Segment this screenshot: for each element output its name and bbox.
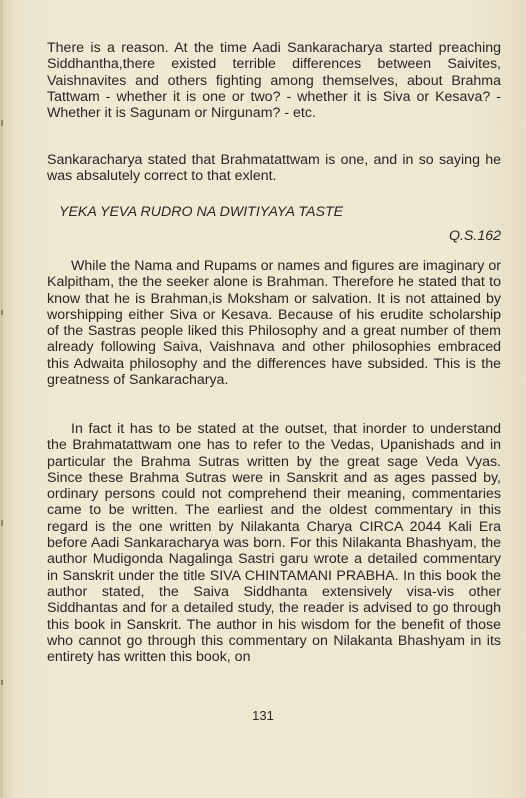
paragraph-text: In fact it has to be stated at the outset, that inorder to understand the Brahmatattwam one has to refer to the Vedas, Upanishads and in particular the Brahma Sutras written by the great sage Veda Vyas. Since these Brahma Sutras were in Sanskrit and as ages passed by, ordinary persons could not comprehend their meaning, commentaries came to be written. The earliest and the oldest commentary in this regard is the one written by Nilakanta Charya CIRCA 2044 Kali Era before Aadi Sankaracharya was born. For this Nilakanta Bhashyam, the author Mudigonda Nagalinga Sastri garu wrote a detailed commentary in Sanskrit under the title SIVA CHINTAMANI PRABHA. In this book the author stated, the Saiva Siddhanta extensively visa-vis other Siddhantas and for a detailed study, the reader is advised to go through this book in Sanskrit. The author in his wisdom for the benefit of those who cannot go through this commentary on Nilakanta Bhashyam in its entirety has written this book, on bbox=[47, 421, 501, 666]
sanskrit-quote bbox=[47, 204, 501, 245]
paragraph-text: Sankaracharya stated that Brahmatattwam is one, and in so saying he was absalutely correct to that exlent. bbox=[47, 152, 501, 185]
statement-paragraph bbox=[47, 152, 501, 185]
page-number: 131 bbox=[252, 708, 274, 723]
quote-source: Q.S.162 bbox=[448, 228, 501, 245]
quote-text: YEKA YEVA RUDRO NA DWITIYAYA TASTE bbox=[59, 204, 344, 220]
paragraph-text: While the Nama and Rupams or names and figures are imaginary or Kalpitham, the the seeker alone is Brahman. Therefore he stated that to know that he is Brahman,is Moksham or salvation. It is not attained by worshipping either Siva or Kesava. Because of his erudite scholarship of the Sastras people liked this Philosophy and a great number of them already following Saiva, Vaishnava and other philosophies embraced this Adwaita philosophy and the differences have subsided. This is the greatness of Sankaracharya. bbox=[47, 258, 501, 389]
paragraph-text: There is a reason. At the time Aadi Sankaracharya started preaching Siddhantha,there existed terrible differences between Saivites, Vaishnavites and others fighting among themselves, about Brahma Tattwam - whether it is one or two? - whether it is Siva or Kesava? - Whether it is Sagunam or Nirgunam? - etc. bbox=[47, 40, 501, 122]
page-edge-stain bbox=[0, 0, 8, 798]
body-paragraph-brahmatattwam bbox=[47, 421, 501, 665]
intro-paragraph bbox=[47, 40, 501, 121]
body-paragraph-nama-rupam bbox=[47, 258, 501, 388]
